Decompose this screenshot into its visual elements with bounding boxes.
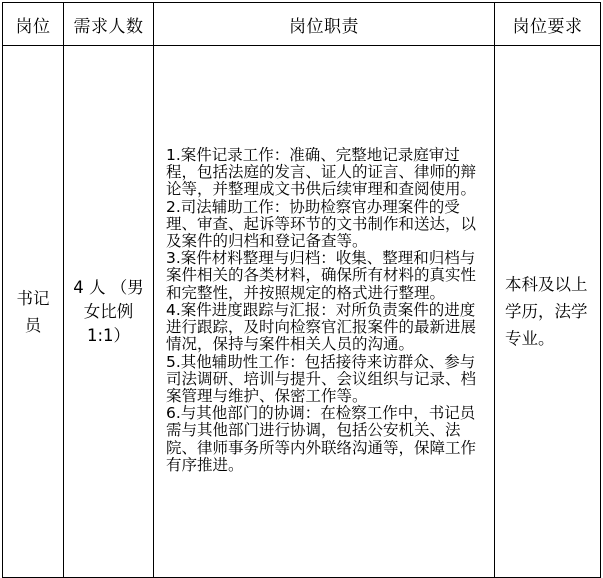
header-duty: 岗位职责 [154, 3, 495, 46]
header-position: 岗位 [3, 3, 64, 46]
cell-count: 4 人 （男女比例 1:1） [64, 46, 154, 578]
header-requirement: 岗位要求 [495, 3, 601, 46]
table-row [3, 46, 601, 578]
duty-item: 6.与其他部门的协调：在检察工作中，书记员需与其他部门进行协调，包括公安机关、法院、律师事务所等内外联络沟通等，保障工作有序推进。 [166, 404, 477, 474]
cell-requirement: 本科及以上学历，法学专业。 [495, 46, 601, 578]
header-row [3, 3, 601, 46]
duty-item: 4.案件进度跟踪与汇报：对所负责案件的进度进行跟踪，及时向检察官汇报案件的最新进展情况，保持与案件相关人员的沟通。 [166, 300, 477, 354]
duty-item: 2.司法辅助工作：协助检察官办理案件的受理、审查、起诉等环节的文书制作和送达，以及案件的归档和登记备查等。 [166, 197, 477, 251]
job-requirements-table [2, 2, 601, 578]
duty-item: 3.案件材料整理与归档：收集、整理和归档与案件相关的各类材料，确保所有材料的真实性和完整性，并按照规定的格式进行整理。 [166, 249, 477, 302]
cell-position: 书记员 [3, 46, 64, 578]
duty-item: 5.其他辅助性工作：包括接待来访群众、参与司法调研、培训与提升、会议组织与记录、档案管理与维护、保密工作等。 [166, 352, 477, 405]
duty-item: 1.案件记录工作：准确、完整地记录庭审过程，包括法庭的发言、证人的证言、律师的辩论等，并整理成文书供后续审理和查阅使用。 [166, 146, 477, 199]
header-count: 需求人数 [64, 3, 154, 46]
cell-duties [154, 46, 495, 578]
